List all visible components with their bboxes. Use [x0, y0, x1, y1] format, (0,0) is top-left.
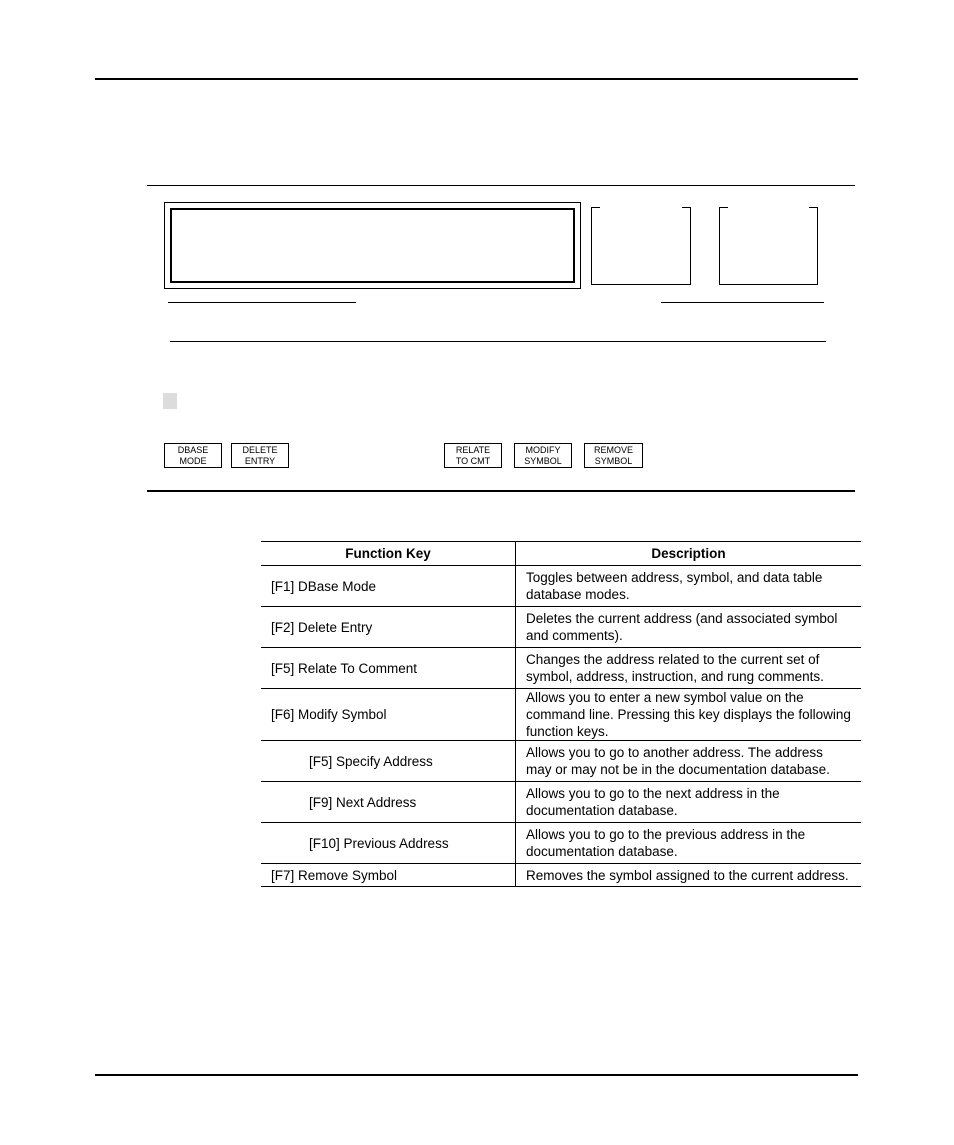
command-line: [170, 341, 826, 342]
status-box-right: [719, 207, 818, 285]
description-cell: Toggles between address, symbol, and data table database modes.: [516, 566, 862, 607]
table-row: [261, 566, 861, 607]
key-label-line2: SYMBOL: [594, 455, 633, 466]
display-panel: [164, 202, 581, 289]
table-row: [261, 648, 861, 689]
field-line-right: [661, 302, 824, 303]
page-top-rule: [95, 78, 858, 80]
function-key-cell: [F6] Modify Symbol: [261, 689, 516, 741]
function-key-cell: [F5] Specify Address: [261, 741, 516, 782]
key-label-line1: DELETE: [242, 444, 278, 455]
description-cell: Allows you to go to the previous address in the documentation database.: [516, 823, 862, 864]
f1-dbase-mode-key[interactable]: [164, 443, 222, 468]
f5-relate-to-cmt-key[interactable]: [444, 443, 502, 468]
function-key-cell: [F5] Relate To Comment: [261, 648, 516, 689]
description-cell: Removes the symbol assigned to the current address.: [516, 864, 862, 887]
table-header-row: [261, 542, 861, 566]
cursor-block: [163, 393, 177, 409]
column-header-description: Description: [516, 542, 862, 566]
table-row: [261, 823, 861, 864]
key-label-line2: ENTRY: [244, 455, 276, 466]
f2-delete-entry-key[interactable]: [231, 443, 289, 468]
description-cell: Allows you to go to the next address in the documentation database.: [516, 782, 862, 823]
function-key-cell: [F10] Previous Address: [261, 823, 516, 864]
key-label-line1: RELATE: [455, 444, 491, 455]
description-cell: Deletes the current address (and associated symbol and comments).: [516, 607, 862, 648]
table-row: [261, 864, 861, 887]
status-box-left: [591, 207, 691, 285]
function-key-cell: [F9] Next Address: [261, 782, 516, 823]
table-row: [261, 689, 861, 741]
table-row: [261, 741, 861, 782]
f7-remove-symbol-key[interactable]: [584, 443, 643, 468]
key-label-line1: DBASE: [177, 444, 209, 455]
table-row: [261, 782, 861, 823]
field-line-left: [168, 302, 356, 303]
key-label-line2: TO CMT: [455, 455, 491, 466]
page-bottom-rule: [95, 1074, 858, 1076]
key-label-line2: SYMBOL: [524, 455, 562, 466]
key-label-line2: MODE: [179, 455, 207, 466]
figure-top-rule: [147, 185, 855, 186]
description-cell: Allows you to enter a new symbol value on the command line. Pressing this key displays the following function keys.: [516, 689, 862, 741]
column-header-function-key: Function Key: [261, 542, 516, 566]
function-key-cell: [F1] DBase Mode: [261, 566, 516, 607]
description-cell: Allows you to go to another address. The address may or may not be in the documentation database.: [516, 741, 862, 782]
display-panel-inner: [170, 208, 575, 283]
key-label-line1: REMOVE: [593, 444, 633, 455]
function-key-cell: [F7] Remove Symbol: [261, 864, 516, 887]
figure-bottom-rule: [147, 490, 855, 492]
function-key-table: [261, 541, 861, 887]
table-row: [261, 607, 861, 648]
description-cell: Changes the address related to the current set of symbol, address, instruction, and rung comments.: [516, 648, 862, 689]
key-label-line1: MODIFY: [525, 444, 561, 455]
f6-modify-symbol-key[interactable]: [514, 443, 572, 468]
function-key-cell: [F2] Delete Entry: [261, 607, 516, 648]
